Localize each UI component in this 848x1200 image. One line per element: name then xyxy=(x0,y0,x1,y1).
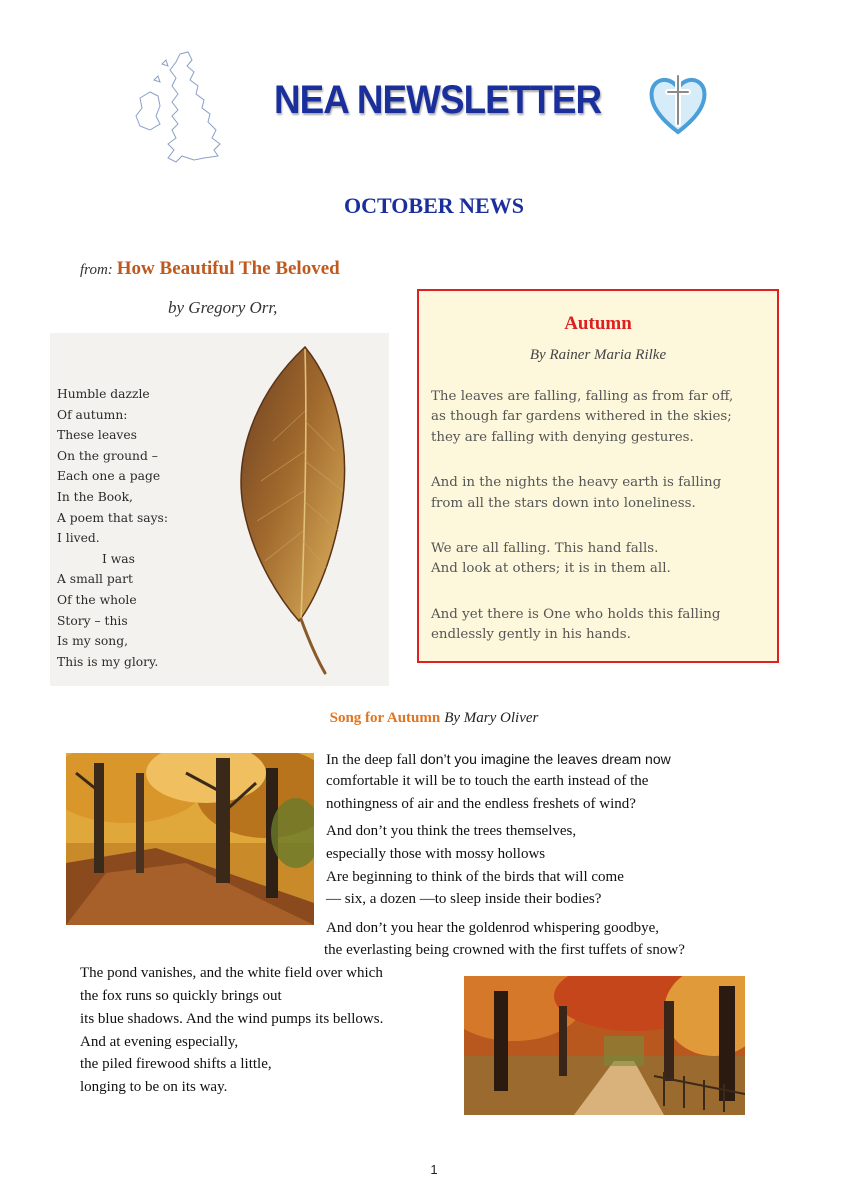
poem-line: comfortable it will be to touch the earth instead of the xyxy=(326,773,649,789)
poem-line: the piled firewood shifts a little, xyxy=(80,1056,272,1072)
poem-line: Story – this xyxy=(57,613,128,628)
page-number: 1 xyxy=(430,1162,438,1177)
poem-line: On the ground – xyxy=(57,448,158,463)
poem-line: they are falling with denying gestures. xyxy=(431,429,694,445)
poem-line: We are all falling. This hand falls. xyxy=(431,541,659,557)
poem-line: Of the whole xyxy=(57,592,137,607)
poem-line: And at evening especially, xyxy=(80,1034,239,1050)
poem-line: — six, a dozen —to sleep inside their bodies? xyxy=(326,891,602,907)
poem-line: The leaves are falling, falling as from far off, xyxy=(431,389,734,404)
poem-line: And in the nights the heavy earth is falling xyxy=(431,475,722,491)
song-author: By Mary Oliver xyxy=(444,710,539,726)
song-line-1 xyxy=(326,748,671,771)
stanza xyxy=(431,387,773,448)
poem-line: In the Book, xyxy=(57,489,133,504)
month-title: OCTOBER NEWS xyxy=(344,193,524,218)
poem-line: Of autumn: xyxy=(57,407,128,422)
poem-line: And yet there is One who holds this falling xyxy=(431,606,721,622)
stanza xyxy=(431,473,773,514)
autumn-leaf-image xyxy=(213,341,385,676)
poem-line: nothingness of air and the endless freshets of wind? xyxy=(326,796,636,812)
poem-line: And look at others; it is in them all. xyxy=(431,561,671,577)
poem-line: Are beginning to think of the birds that will come xyxy=(326,869,624,885)
rilke-poem xyxy=(431,387,773,671)
rilke-title: Autumn xyxy=(564,313,632,334)
autumn-path-photo xyxy=(66,753,314,925)
poem-line: I lived. xyxy=(57,531,100,546)
poem-line: Each one a page xyxy=(57,469,161,484)
poem-line: These leaves xyxy=(57,428,137,443)
poem-line: longing to be on its way. xyxy=(80,1079,228,1095)
rilke-author: By Rainer Maria Rilke xyxy=(529,347,667,363)
stanza xyxy=(431,605,773,646)
poem-line: A poem that says: xyxy=(57,510,168,525)
poem-line: the fox runs so quickly brings out xyxy=(80,988,282,1004)
poem-line: from all the stars down into loneliness. xyxy=(431,495,696,511)
beloved-heading xyxy=(80,258,340,280)
song-line-1-sans: don’t you imagine the leaves dream now xyxy=(420,751,671,767)
poem-line: the everlasting being crowned with the first tuffets of snow? xyxy=(324,942,685,958)
poem-line: And don’t you hear the goldenrod whispering goodbye, xyxy=(326,920,659,936)
poem-line: A small part xyxy=(57,572,133,587)
song-title: Song for Autumn xyxy=(329,710,441,726)
poem-line: endlessly gently in his hands. xyxy=(431,627,631,643)
beloved-title: How Beautiful The Beloved xyxy=(116,258,340,279)
stanza xyxy=(431,539,773,580)
poem-line: Is my song, xyxy=(57,634,129,649)
heart-cross-logo-icon xyxy=(648,68,708,138)
poem-line: especially those with mossy hollows xyxy=(326,846,546,862)
uk-ireland-map-icon xyxy=(132,50,228,168)
poem-line: I was xyxy=(102,551,135,566)
orr-poem xyxy=(57,384,168,672)
song-line-1-serif: In the deep fall xyxy=(326,752,421,768)
orr-poem-card xyxy=(50,333,389,686)
poem-line: This is my glory. xyxy=(57,654,159,669)
beloved-author: by Gregory Orr, xyxy=(168,298,278,317)
from-label: from: xyxy=(80,262,113,278)
newsletter-masthead: NEA NEWSLETTER xyxy=(274,78,602,122)
autumn-lane-photo xyxy=(464,976,745,1115)
poem-line: its blue shadows. And the wind pumps its bellows. xyxy=(80,1011,384,1027)
poem-line: as though far gardens withered in the skies; xyxy=(431,409,732,425)
poem-line: And don’t you think the trees themselves, xyxy=(326,823,577,839)
poem-line: The pond vanishes, and the white field over which xyxy=(80,965,383,981)
song-heading xyxy=(0,709,848,727)
rilke-poem-box xyxy=(417,289,779,663)
poem-line: Humble dazzle xyxy=(57,387,150,401)
